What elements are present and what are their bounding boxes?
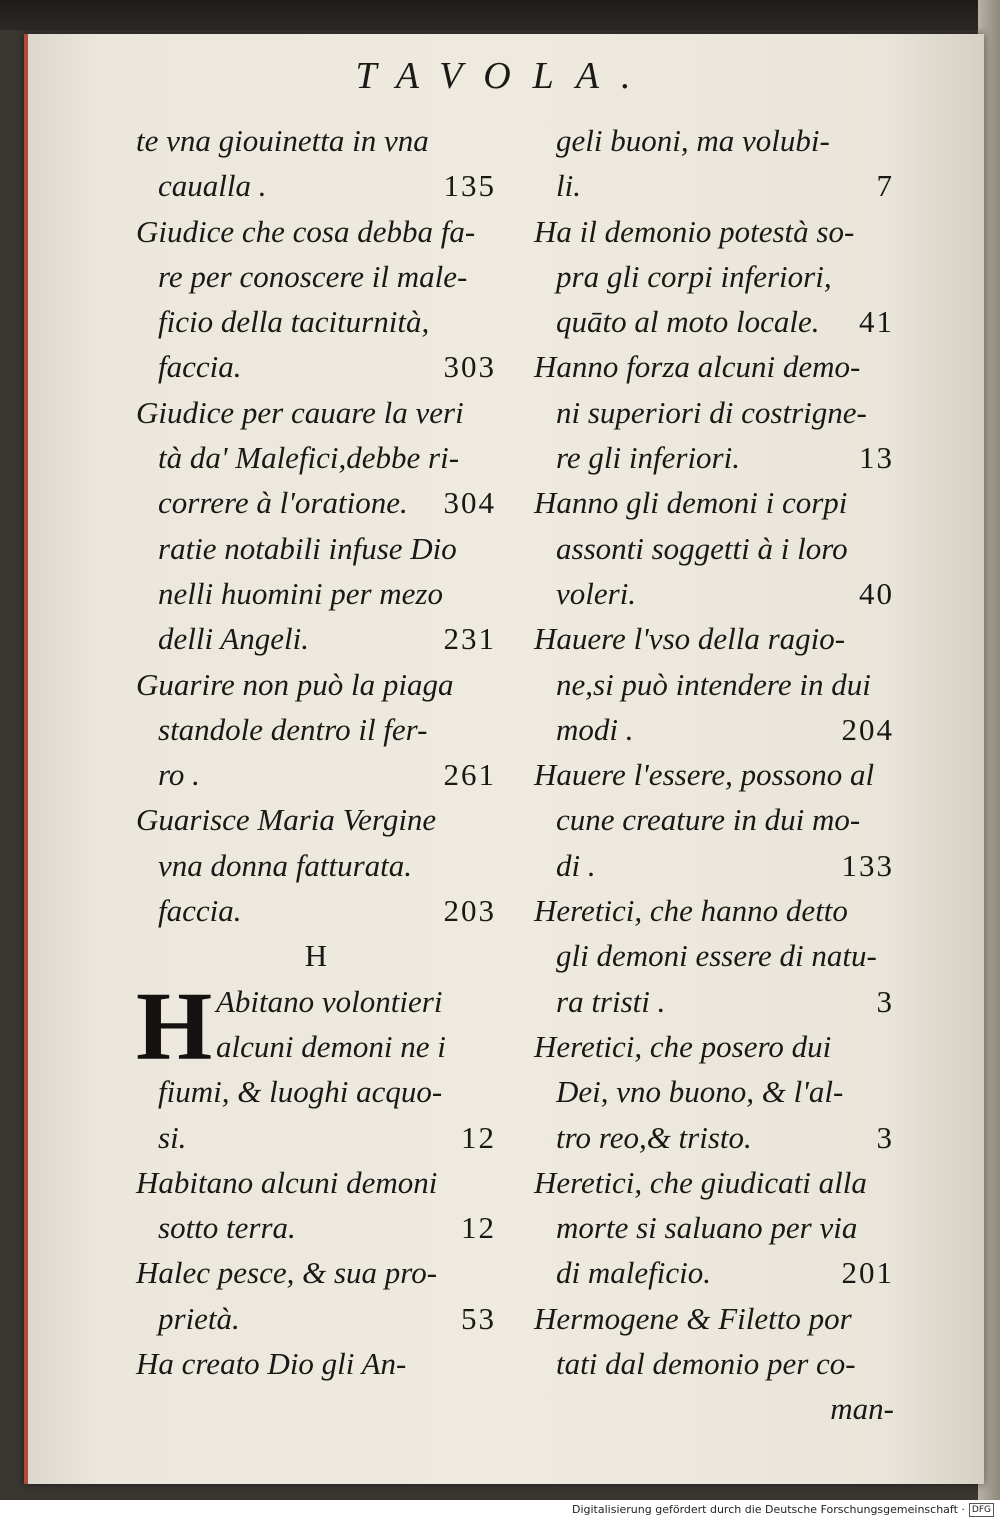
page-number: 12 xyxy=(461,1210,496,1246)
index-entry-line xyxy=(136,752,496,797)
page-number: 133 xyxy=(841,847,894,883)
page-number: 3 xyxy=(876,1119,894,1155)
entry-text: voleri. xyxy=(556,575,637,611)
entry-text: Giudice che cosa debba fa- xyxy=(136,213,476,249)
entry-text: correre à l'oratione. xyxy=(158,485,408,521)
section-h-block xyxy=(136,972,496,1387)
entry-text: quāto al moto locale. xyxy=(556,304,820,340)
entry-text: Abitano volontieri xyxy=(216,983,443,1019)
index-entry-line xyxy=(534,526,894,571)
entry-text: ne,si può intendere in dui xyxy=(556,666,871,702)
page-header: TAVOLA. xyxy=(355,55,653,97)
index-entry-line xyxy=(136,707,496,752)
entry-text: Ha creato Dio gli An- xyxy=(136,1346,407,1382)
index-entry-line xyxy=(136,1250,496,1295)
index-entry-line xyxy=(136,435,496,480)
page-number: 261 xyxy=(443,757,496,793)
page-number: 203 xyxy=(443,893,496,929)
entry-text: assonti soggetti à i loro xyxy=(556,530,848,566)
index-entry-line xyxy=(534,1386,894,1431)
index-entry-line xyxy=(534,933,894,978)
index-entry-line xyxy=(534,344,894,389)
page-number: 7 xyxy=(876,168,894,204)
page-number: 12 xyxy=(461,1119,496,1155)
index-entry-line xyxy=(136,571,496,616)
entry-text: standole dentro il fer- xyxy=(158,711,428,747)
page-number: 40 xyxy=(859,575,894,611)
index-entry-line xyxy=(534,1341,894,1386)
index-entry-line xyxy=(534,1250,894,1295)
index-entry-line xyxy=(136,209,496,254)
page-number: 53 xyxy=(461,1300,496,1336)
index-entry-line xyxy=(136,843,496,888)
index-entry-line xyxy=(136,1296,496,1341)
entry-text: Heretici, che giudicati alla xyxy=(534,1164,867,1200)
footer-text: Digitalisierung gefördert durch die Deutsche Forschungsgemeinschaft · xyxy=(571,1503,965,1516)
book-page xyxy=(24,34,984,1484)
entry-text: tati dal demonio per co- xyxy=(556,1346,856,1382)
index-entry-line xyxy=(534,118,894,163)
page-number: 204 xyxy=(841,711,894,747)
index-entry-line xyxy=(136,254,496,299)
entry-text: alcuni demoni ne i xyxy=(216,1028,446,1064)
index-entry-line xyxy=(136,662,496,707)
index-entry-line xyxy=(534,299,894,344)
index-entry-line xyxy=(136,888,496,933)
page-red-edge xyxy=(24,34,28,1484)
page-number: 304 xyxy=(443,485,496,521)
index-entry-line xyxy=(534,1205,894,1250)
entry-text: si. xyxy=(158,1119,187,1155)
entry-text: man- xyxy=(830,1391,894,1427)
index-entry-line xyxy=(534,843,894,888)
entry-text: re per conoscere il male- xyxy=(158,258,468,294)
index-entry-line xyxy=(534,435,894,480)
page-number: 201 xyxy=(841,1255,894,1291)
page-number: 13 xyxy=(859,440,894,476)
index-entry-line xyxy=(534,616,894,661)
entry-text: Hanno forza alcuni demo- xyxy=(534,349,861,385)
page-number: 303 xyxy=(443,349,496,385)
entry-text: faccia. xyxy=(158,349,242,385)
index-entry-line xyxy=(136,163,496,208)
index-entry-line xyxy=(136,480,496,525)
page-number: 135 xyxy=(443,168,496,204)
entry-text: di . xyxy=(556,847,596,883)
index-entry-line xyxy=(136,118,496,163)
index-entry-line xyxy=(136,1205,496,1250)
entry-text: vna donna fatturata. xyxy=(158,847,413,883)
entry-text: Hanno gli demoni i corpi xyxy=(534,485,848,521)
index-entry-line xyxy=(136,797,496,842)
index-entry-line xyxy=(534,888,894,933)
index-entry-line xyxy=(136,526,496,571)
index-entry-line xyxy=(534,209,894,254)
entry-text: Hauere l'essere, possono al xyxy=(534,757,875,793)
index-entry-line xyxy=(534,662,894,707)
index-entry-line xyxy=(136,1341,496,1386)
index-entry-line xyxy=(534,390,894,435)
entry-text: tà da' Malefici,debbe ri- xyxy=(158,440,460,476)
entry-text: pra gli corpi inferiori, xyxy=(556,258,832,294)
index-entry-line xyxy=(534,707,894,752)
index-entry-line xyxy=(136,1160,496,1205)
index-entry-line xyxy=(534,1115,894,1160)
index-entry-line xyxy=(136,1069,496,1114)
index-entry-line xyxy=(534,979,894,1024)
left-column xyxy=(136,118,496,1386)
entry-text: cune creature in dui mo- xyxy=(556,802,861,838)
dfg-logo: DFG xyxy=(969,1503,994,1517)
entry-text: nelli huomini per mezo xyxy=(158,575,443,611)
entry-text: Halec pesce, & sua pro- xyxy=(136,1255,438,1291)
section-letter: H xyxy=(304,938,328,974)
index-entry-line xyxy=(136,616,496,661)
index-entry-line xyxy=(534,1069,894,1114)
entry-text: Guarire non può la piaga xyxy=(136,666,454,702)
entry-text: Habitano alcuni demoni xyxy=(136,1164,438,1200)
entry-text: tro reo,& tristo. xyxy=(556,1119,752,1155)
index-entry-line xyxy=(136,299,496,344)
entry-text: faccia. xyxy=(158,893,242,929)
entry-text: Guarisce Maria Vergine xyxy=(136,802,437,838)
index-entry-line xyxy=(136,390,496,435)
entry-text: ro . xyxy=(158,757,200,793)
index-entry-line xyxy=(534,163,894,208)
entry-text: ra tristi . xyxy=(556,983,666,1019)
footer-credit xyxy=(0,1500,1000,1520)
entry-text: prietà. xyxy=(158,1300,240,1336)
entry-text: Ha il demonio potestà so- xyxy=(534,213,855,249)
page-number: 41 xyxy=(859,304,894,340)
entry-text: di maleficio. xyxy=(556,1255,711,1291)
entry-text: Heretici, che posero dui xyxy=(534,1028,832,1064)
index-entry-line xyxy=(136,344,496,389)
entry-text: ficio della taciturnità, xyxy=(158,304,430,340)
right-column xyxy=(534,118,894,1432)
index-entry-line xyxy=(534,1160,894,1205)
scan-backdrop xyxy=(0,0,1000,30)
entry-text: ni superiori di costrigne- xyxy=(556,394,867,430)
index-entry-line xyxy=(534,797,894,842)
index-entry-line xyxy=(534,1024,894,1069)
entry-text: fiumi, & luoghi acquo- xyxy=(158,1074,443,1110)
entry-text: re gli inferiori. xyxy=(556,440,740,476)
index-entry-line xyxy=(136,1115,496,1160)
entry-text: te vna giouinetta in vna xyxy=(136,123,429,158)
entry-text: ratie notabili infuse Dio xyxy=(158,530,457,566)
entry-text: Dei, vno buono, & l'al- xyxy=(556,1074,844,1110)
entry-text: Hauere l'vso della ragio- xyxy=(534,621,846,657)
entry-text: Giudice per cauare la veri xyxy=(136,394,464,430)
entry-text: Heretici, che hanno detto xyxy=(534,893,848,929)
entry-text: morte si saluano per via xyxy=(556,1210,858,1246)
index-entry-line xyxy=(136,979,496,1024)
page-number: 231 xyxy=(443,621,496,657)
index-entry-line xyxy=(534,254,894,299)
index-entry-line xyxy=(534,571,894,616)
entry-text: caualla . xyxy=(158,168,267,204)
entry-text: Hermogene & Filetto por xyxy=(534,1300,852,1336)
entry-text: delli Angeli. xyxy=(158,621,309,657)
index-entry-line xyxy=(534,1296,894,1341)
index-entry-line xyxy=(534,480,894,525)
entry-text: li. xyxy=(556,168,581,204)
entry-text: modi . xyxy=(556,711,634,747)
index-entry-line xyxy=(136,1024,496,1069)
page-number: 3 xyxy=(876,983,894,1019)
entry-text: geli buoni, ma volubi- xyxy=(556,123,830,158)
drop-cap: H xyxy=(136,972,213,1081)
entry-text: gli demoni essere di natu- xyxy=(556,938,877,974)
entry-text: sotto terra. xyxy=(158,1210,296,1246)
index-entry-line xyxy=(534,752,894,797)
